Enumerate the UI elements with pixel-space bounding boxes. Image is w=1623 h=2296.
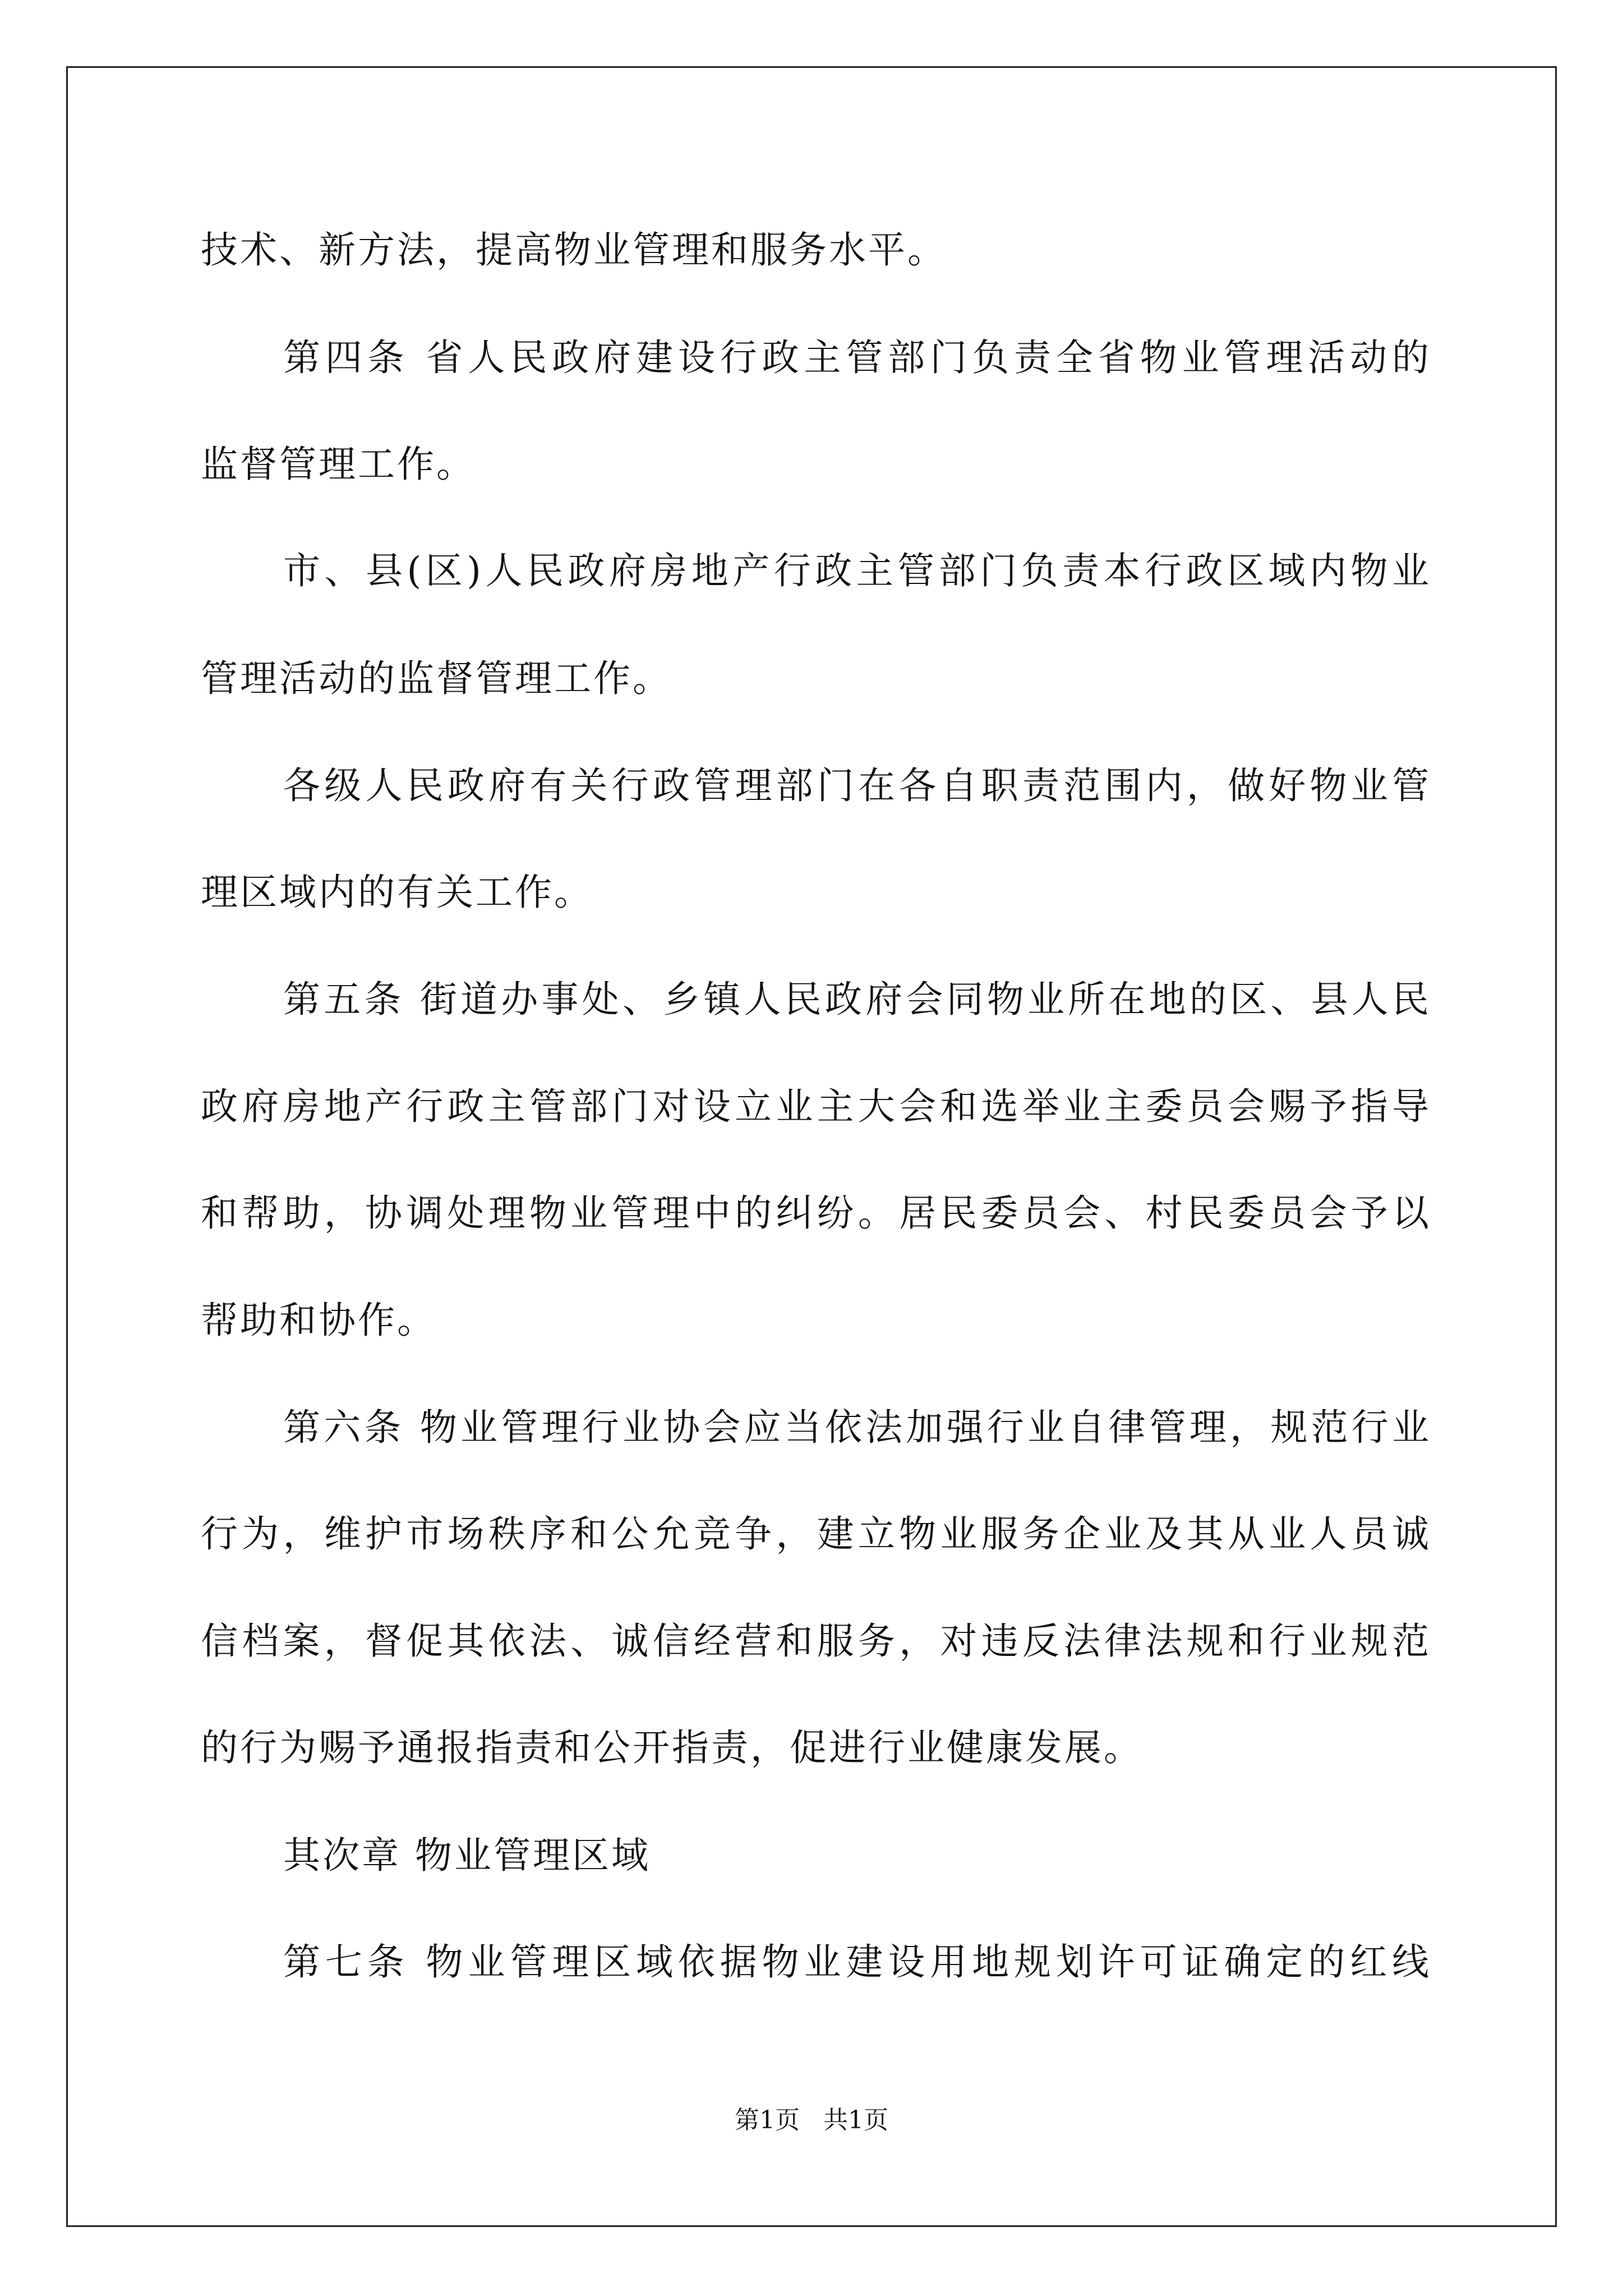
chapter-heading: 其次章 物业管理区域 xyxy=(283,1834,651,1877)
text-line: 市、县(区)人民政府房地产行政主管部门负责本行政区域内物业 xyxy=(283,549,1429,592)
text-line: 管理活动的监督管理工作。 xyxy=(201,657,672,700)
text-line: 第五条 街道办事处、乡镇人民政府会同物业所在地的区、县人民 xyxy=(283,978,1429,1021)
text-line: 第七条 物业管理区域依据物业建设用地规划许可证确定的红线 xyxy=(283,1940,1429,1984)
text-line: 和帮助，协调处理物业管理中的纠纷。居民委员会、村民委员会予以 xyxy=(201,1191,1429,1235)
page-border xyxy=(66,66,1557,2227)
text-line: 技术、新方法，提高物业管理和服务水平。 xyxy=(201,228,947,272)
text-line: 的行为赐予通报指责和公开指责，促进行业健康发展。 xyxy=(201,1726,1143,1769)
text-line: 监督管理工作。 xyxy=(201,443,476,486)
page-number: 第1页 共1页 xyxy=(735,2106,888,2134)
text-line: 信档案，督促其依法、诚信经营和服务，对违反法律法规和行业规范 xyxy=(201,1619,1429,1663)
text-line: 第四条 省人民政府建设行政主管部门负责全省物业管理活动的 xyxy=(283,336,1429,379)
text-line: 第六条 物业管理行业协会应当依法加强行业自律管理，规范行业 xyxy=(283,1406,1429,1449)
text-line: 行为，维护市场秩序和公允竞争，建立物业服务企业及其从业人员诚 xyxy=(201,1512,1429,1556)
text-line: 理区域内的有关工作。 xyxy=(201,871,593,914)
text-line: 政府房地产行政主管部门对设立业主大会和选举业主委员会赐予指导 xyxy=(201,1085,1429,1128)
text-line: 各级人民政府有关行政管理部门在各自职责范围内，做好物业管 xyxy=(283,764,1429,807)
text-line: 帮助和协作。 xyxy=(201,1299,436,1342)
